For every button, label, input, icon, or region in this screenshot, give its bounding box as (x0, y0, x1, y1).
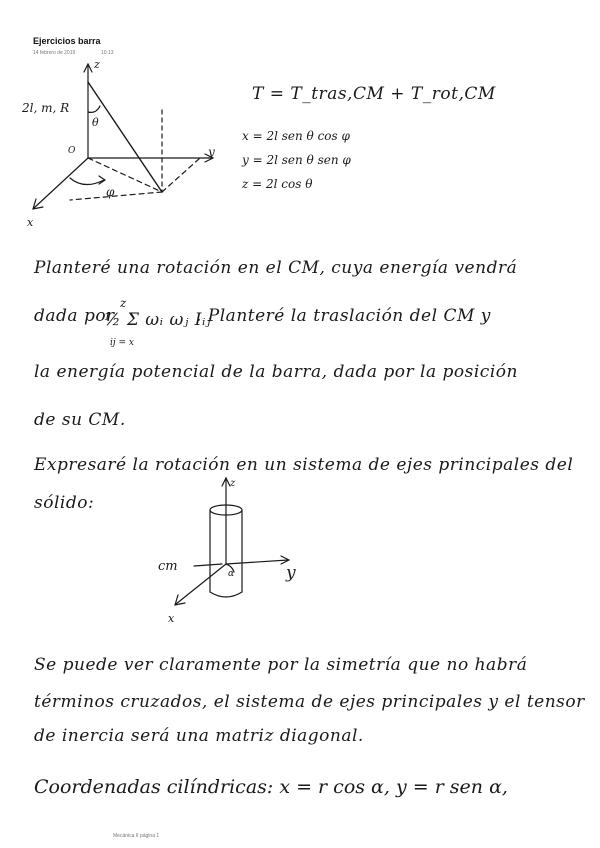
note-line-4: de su CM. (34, 410, 126, 430)
sum-lower-limit: ij = x (110, 338, 135, 348)
x-axis-label: x (27, 216, 34, 229)
proj-line-y (162, 158, 200, 192)
x-equation: x = 2l sen θ cos φ (242, 129, 350, 143)
sum-expression: ½ Σ ωᵢ ωⱼ Iᵢⱼ (104, 310, 211, 330)
note-line-8: términos cruzados, el sistema de ejes principales y el tensor (34, 692, 585, 712)
cyl-x-label: x (168, 612, 175, 625)
note-line-3: la energía potencial de la barra, dada por la posición (34, 362, 518, 382)
alpha-label: α (228, 569, 235, 579)
origin-label: O (68, 146, 76, 156)
cyl-x-axis (176, 564, 226, 604)
y-equation: y = 2l sen θ sen φ (242, 153, 351, 167)
page-date: 14 febrero de 2019 (33, 50, 76, 56)
cyl-y-axis (226, 560, 288, 564)
cyl-y-label: y (286, 563, 296, 583)
cylinder-bottom (210, 592, 242, 597)
energy-equation: T = T_tras,CM + T_rot,CM (252, 84, 496, 104)
sum-upper-limit: z (120, 296, 127, 310)
phi-label: φ (106, 185, 115, 199)
params-label: 2l, m, R (22, 101, 70, 115)
note-line-7: Se puede ver claramente por la simetría que no habrá (34, 655, 528, 675)
z-equation: z = 2l cos θ (242, 177, 313, 191)
page-footer: Mecánica II página 1 (113, 833, 160, 839)
z-axis-label: z (94, 58, 100, 71)
page-time: 10:13 (101, 50, 114, 56)
note-line-1: Planteré una rotación en el CM, cuya energía vendrá (34, 258, 518, 278)
y-axis-label: y (208, 145, 215, 159)
note-line-6: sólido: (34, 493, 95, 513)
cm-label: cm (158, 559, 178, 574)
note-line-2a: dada por (34, 306, 115, 326)
cm-pointer (194, 564, 222, 566)
proj-line-x (70, 192, 162, 200)
page-title: Ejercicios barra (33, 36, 101, 46)
note-line-2b: . Planteré la traslación del CM y (196, 306, 491, 326)
note-line-10: Coordenadas cilíndricas: x = r cos α, y = r sen α, (34, 776, 508, 798)
theta-arc (88, 106, 100, 112)
phi-arc-arrow (99, 176, 105, 184)
note-line-5: Expresaré la rotación en un sistema de ejes principales del (34, 455, 574, 475)
cyl-z-label: z (230, 478, 236, 489)
theta-label: θ (92, 116, 99, 129)
note-line-9: de inercia será una matriz diagonal. (34, 726, 364, 746)
